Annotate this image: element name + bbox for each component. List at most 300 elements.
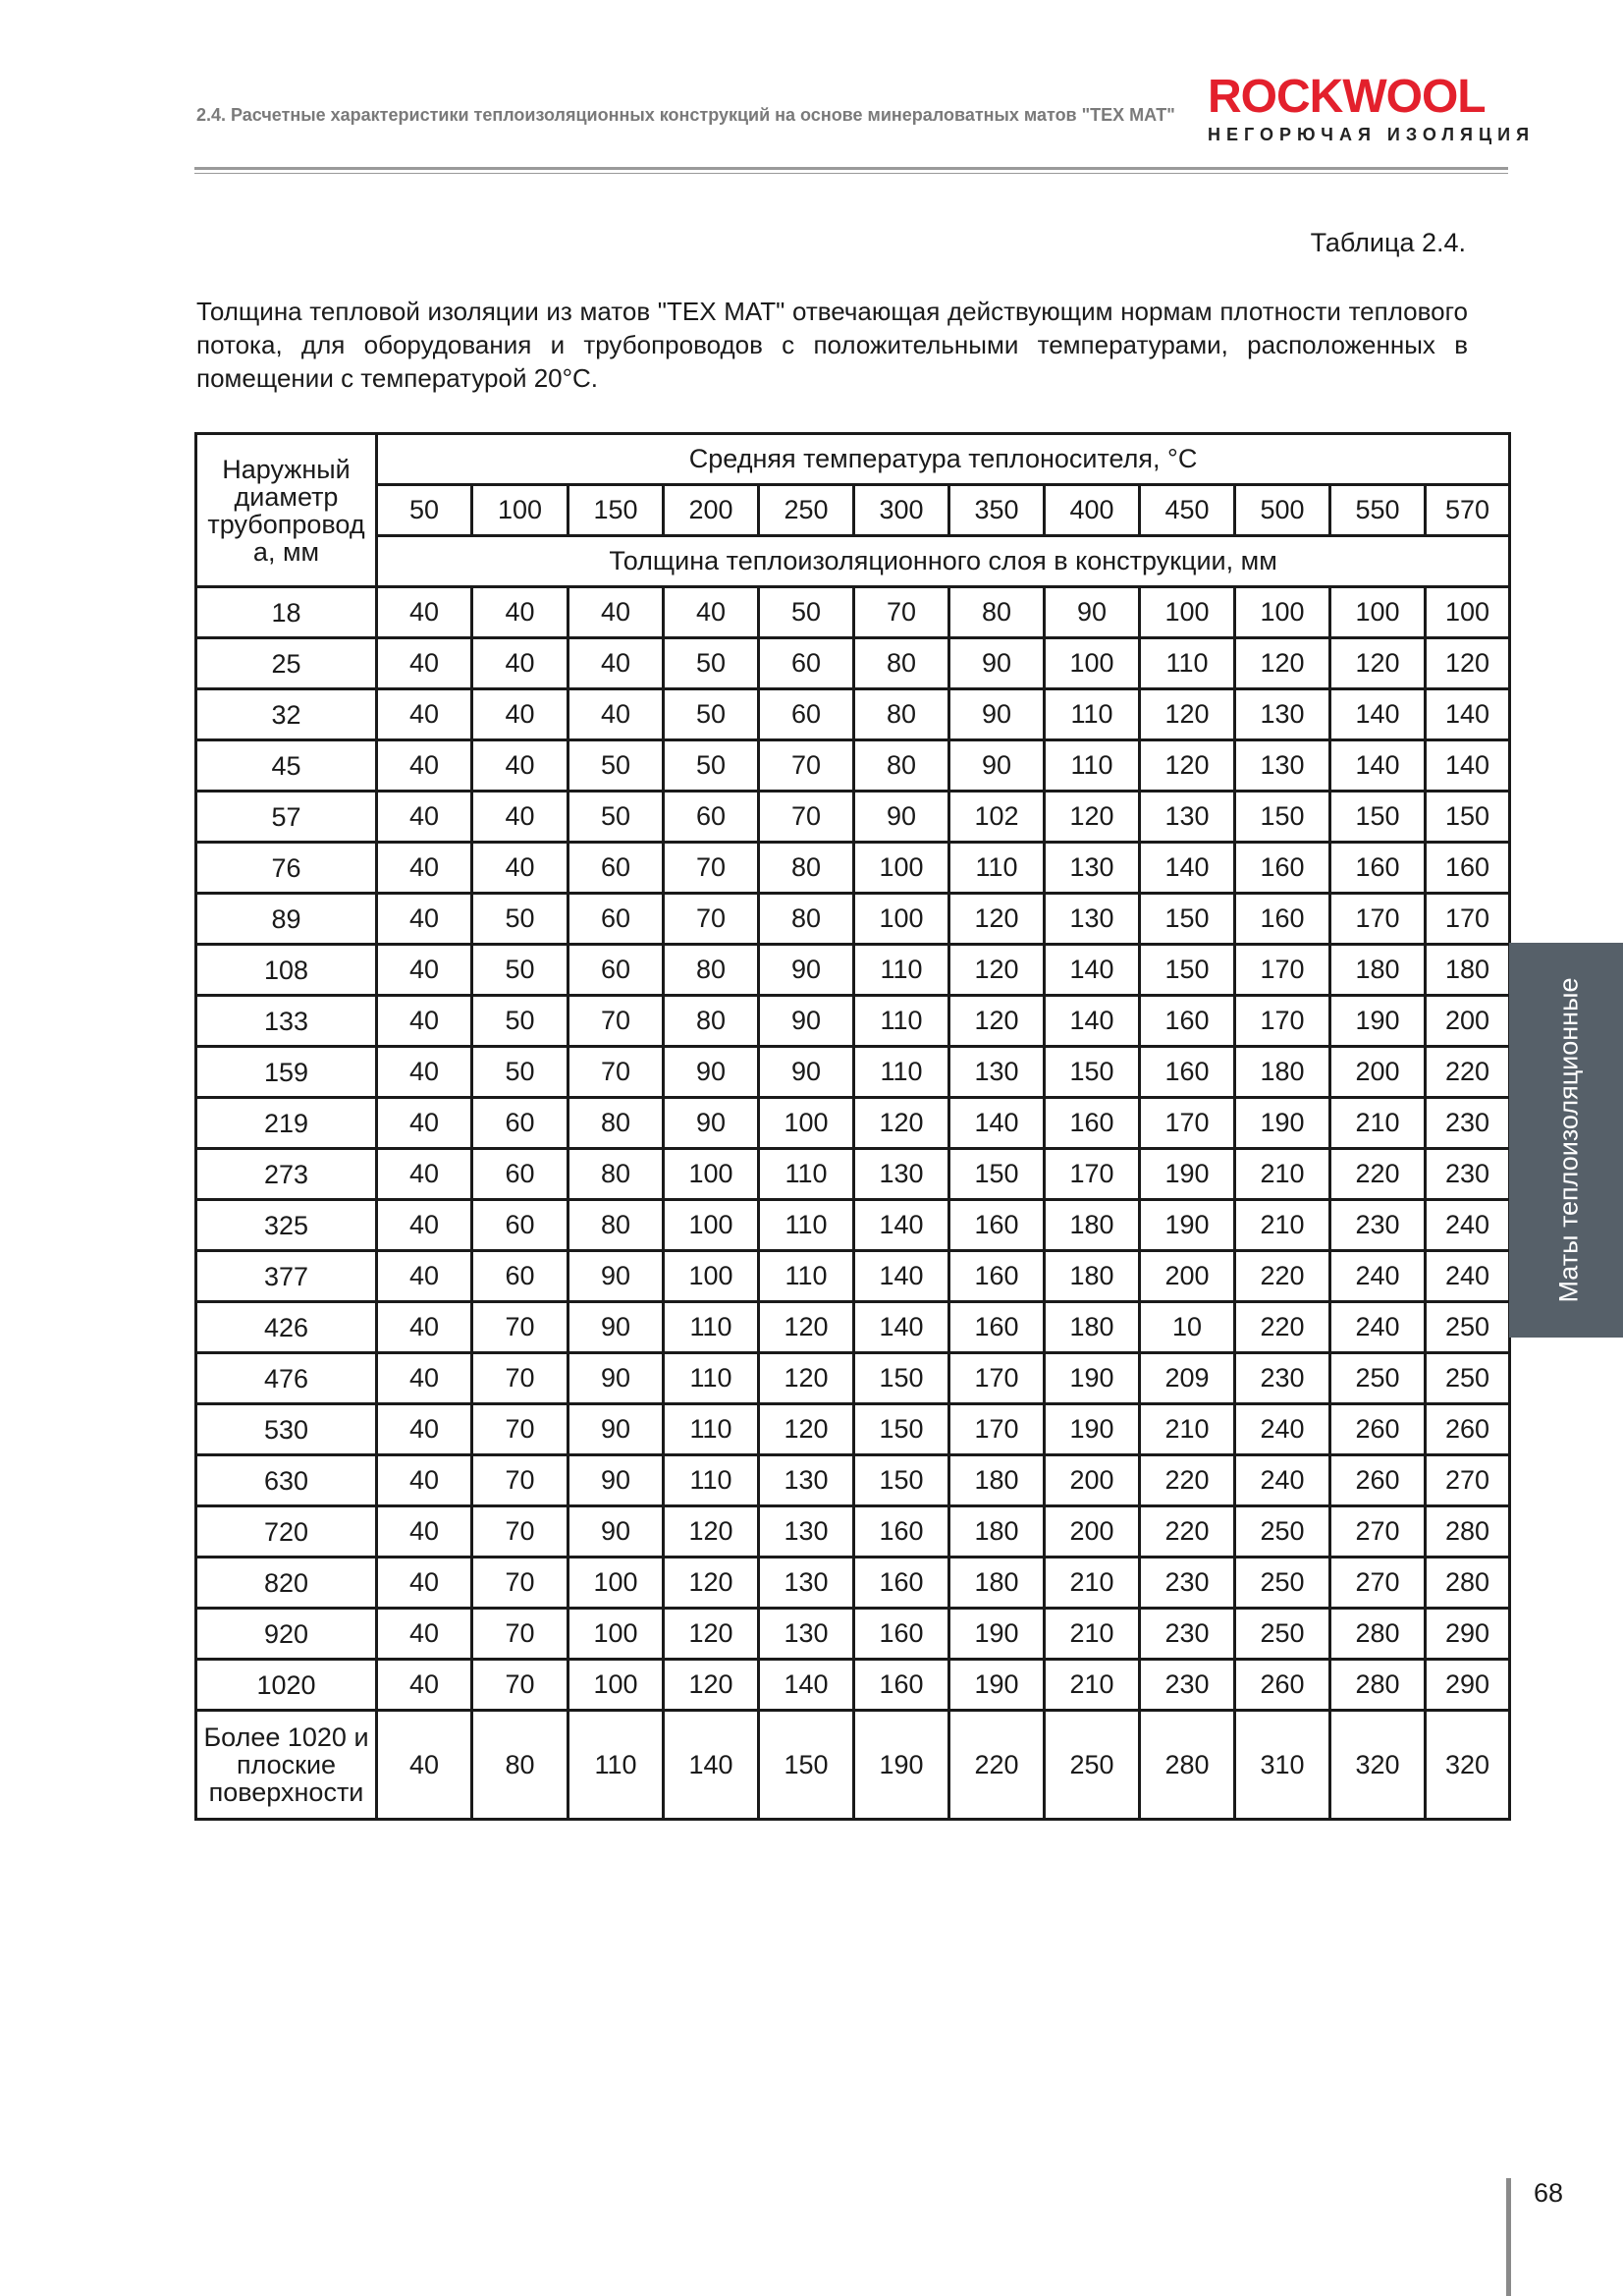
thickness-cell: 170 xyxy=(1330,894,1426,945)
thickness-cell: 80 xyxy=(568,1149,664,1200)
thickness-cell: 250 xyxy=(1235,1609,1330,1660)
thickness-cell: 160 xyxy=(854,1660,949,1711)
table-row xyxy=(196,740,1510,792)
thickness-cell: 110 xyxy=(664,1302,759,1353)
table-row xyxy=(196,1200,1510,1251)
diameter-cell: 377 xyxy=(196,1251,377,1302)
thickness-cell: 80 xyxy=(854,740,949,792)
thickness-cell: 120 xyxy=(1140,740,1235,792)
thickness-cell: 80 xyxy=(664,996,759,1047)
thickness-cell: 150 xyxy=(1235,792,1330,843)
thickness-cell: 120 xyxy=(949,945,1045,996)
thickness-cell: 280 xyxy=(1426,1506,1510,1558)
thickness-cell: 200 xyxy=(1426,996,1510,1047)
thickness-cell: 130 xyxy=(1140,792,1235,843)
thickness-cell: 90 xyxy=(664,1098,759,1149)
thickness-cell: 220 xyxy=(1235,1251,1330,1302)
diameter-cell: 530 xyxy=(196,1404,377,1455)
page-number-bar xyxy=(1506,2178,1511,2296)
thickness-cell: 160 xyxy=(1330,843,1426,894)
thickness-cell: 50 xyxy=(568,740,664,792)
thickness-cell: 130 xyxy=(1235,740,1330,792)
thickness-cell: 140 xyxy=(1330,689,1426,740)
thickness-cell: 60 xyxy=(664,792,759,843)
thickness-cell: 40 xyxy=(377,1251,472,1302)
thickness-cell: 40 xyxy=(377,1404,472,1455)
thickness-cell: 40 xyxy=(472,638,568,689)
thickness-cell: 80 xyxy=(664,945,759,996)
thickness-cell: 140 xyxy=(854,1200,949,1251)
thickness-cell: 60 xyxy=(472,1098,568,1149)
thickness-cell: 130 xyxy=(1045,894,1140,945)
thickness-cell: 260 xyxy=(1330,1404,1426,1455)
thickness-cell: 210 xyxy=(1045,1660,1140,1711)
thickness-cell: 210 xyxy=(1140,1404,1235,1455)
thickness-cell: 70 xyxy=(472,1558,568,1609)
thickness-cell: 200 xyxy=(1140,1251,1235,1302)
thickness-cell: 90 xyxy=(854,792,949,843)
thickness-cell: 40 xyxy=(377,587,472,638)
thickness-cell: 270 xyxy=(1330,1506,1426,1558)
thickness-cell: 100 xyxy=(568,1558,664,1609)
thickness-cell: 70 xyxy=(568,1047,664,1098)
thickness-cell: 280 xyxy=(1330,1660,1426,1711)
thickness-cell: 90 xyxy=(568,1251,664,1302)
side-tab-label: Маты теплоизоляционные xyxy=(1553,977,1584,1303)
thickness-cell: 210 xyxy=(1045,1558,1140,1609)
header-rule-thick xyxy=(194,167,1508,170)
thickness-cell: 50 xyxy=(472,996,568,1047)
thickness-cell: 90 xyxy=(568,1455,664,1506)
thickness-cell: 220 xyxy=(1140,1506,1235,1558)
thickness-cell: 290 xyxy=(1426,1660,1510,1711)
thickness-cell: 70 xyxy=(664,894,759,945)
thickness-cell: 230 xyxy=(1140,1609,1235,1660)
table-label: Таблица 2.4. xyxy=(1310,228,1466,257)
thickness-cell: 60 xyxy=(472,1251,568,1302)
temperature-header-cell: 150 xyxy=(568,485,664,536)
thickness-cell: 50 xyxy=(664,638,759,689)
thickness-cell: 210 xyxy=(1235,1200,1330,1251)
thickness-cell: 110 xyxy=(949,843,1045,894)
section-title: 2.4. Расчетные характеристики теплоизоляционных конструкций на основе минераловатных матов "ТЕХ МАТ" xyxy=(196,105,1175,125)
thickness-cell: 40 xyxy=(377,1098,472,1149)
thickness-cell: 120 xyxy=(759,1302,854,1353)
thickness-cell: 40 xyxy=(568,689,664,740)
thickness-cell: 120 xyxy=(1235,638,1330,689)
temperature-row xyxy=(196,485,1510,536)
table-row xyxy=(196,1609,1510,1660)
thickness-cell: 110 xyxy=(664,1455,759,1506)
thickness-cell: 100 xyxy=(1426,587,1510,638)
thickness-cell: 50 xyxy=(472,945,568,996)
thickness-cell: 110 xyxy=(1140,638,1235,689)
diameter-cell: 325 xyxy=(196,1200,377,1251)
thickness-cell: 120 xyxy=(1426,638,1510,689)
thickness-cell: 250 xyxy=(1045,1711,1140,1820)
thickness-cell: 10 xyxy=(1140,1302,1235,1353)
thickness-cell: 90 xyxy=(568,1353,664,1404)
table-row xyxy=(196,945,1510,996)
thickness-cell: 160 xyxy=(1045,1098,1140,1149)
thickness-cell: 40 xyxy=(472,689,568,740)
thickness-cell: 40 xyxy=(472,843,568,894)
thickness-cell: 50 xyxy=(472,894,568,945)
thickness-cell: 150 xyxy=(854,1455,949,1506)
thickness-cell: 110 xyxy=(568,1711,664,1820)
thickness-cell: 250 xyxy=(1426,1302,1510,1353)
diameter-cell: 426 xyxy=(196,1302,377,1353)
thickness-cell: 120 xyxy=(664,1506,759,1558)
thickness-cell: 260 xyxy=(1235,1660,1330,1711)
thickness-cell: 70 xyxy=(759,740,854,792)
thickness-cell: 150 xyxy=(949,1149,1045,1200)
thickness-cell: 230 xyxy=(1426,1149,1510,1200)
thickness-cell: 70 xyxy=(472,1609,568,1660)
thickness-cell: 190 xyxy=(1140,1200,1235,1251)
thickness-cell: 270 xyxy=(1426,1455,1510,1506)
table-row xyxy=(196,1711,1510,1820)
temperature-header-cell: 400 xyxy=(1045,485,1140,536)
thickness-cell: 110 xyxy=(854,996,949,1047)
thickness-cell: 70 xyxy=(472,1353,568,1404)
thickness-cell: 190 xyxy=(949,1609,1045,1660)
thickness-cell: 90 xyxy=(949,638,1045,689)
thickness-cell: 160 xyxy=(949,1200,1045,1251)
thickness-cell: 40 xyxy=(377,1455,472,1506)
thickness-cell: 80 xyxy=(759,843,854,894)
thickness-cell: 110 xyxy=(759,1149,854,1200)
thickness-cell: 240 xyxy=(1426,1251,1510,1302)
thickness-cell: 160 xyxy=(949,1251,1045,1302)
thickness-cell: 40 xyxy=(377,1353,472,1404)
thickness-cell: 100 xyxy=(568,1660,664,1711)
table-row xyxy=(196,1455,1510,1506)
thickness-cell: 120 xyxy=(1045,792,1140,843)
thickness-cell: 170 xyxy=(1140,1098,1235,1149)
thickness-cell: 100 xyxy=(664,1200,759,1251)
thickness-cell: 60 xyxy=(568,945,664,996)
thickness-cell: 70 xyxy=(472,1404,568,1455)
thickness-cell: 160 xyxy=(1426,843,1510,894)
thickness-cell: 150 xyxy=(1330,792,1426,843)
thickness-cell: 240 xyxy=(1235,1455,1330,1506)
thickness-cell: 230 xyxy=(1330,1200,1426,1251)
temperature-header-cell: 200 xyxy=(664,485,759,536)
table-row xyxy=(196,689,1510,740)
intro-paragraph: Толщина тепловой изоляции из матов "ТЕХ МАТ" отвечающая действующим нормам плотности теплового потока, для оборудования и трубопроводов с положительными температурами, расположенных в помещении с температурой 20°С. xyxy=(196,297,1468,393)
thickness-cell: 170 xyxy=(949,1404,1045,1455)
thickness-cell: 230 xyxy=(1140,1660,1235,1711)
thickness-cell: 40 xyxy=(377,945,472,996)
thickness-cell: 60 xyxy=(759,689,854,740)
thickness-cell: 150 xyxy=(1140,945,1235,996)
temperature-header-cell: 250 xyxy=(759,485,854,536)
thickness-cell: 180 xyxy=(1330,945,1426,996)
thickness-cell: 90 xyxy=(949,740,1045,792)
diameter-cell: 18 xyxy=(196,587,377,638)
thickness-cell: 220 xyxy=(1140,1455,1235,1506)
thickness-cell: 140 xyxy=(854,1251,949,1302)
thickness-cell: 160 xyxy=(949,1302,1045,1353)
thickness-cell: 70 xyxy=(568,996,664,1047)
thickness-cell: 150 xyxy=(854,1353,949,1404)
thickness-cell: 40 xyxy=(377,843,472,894)
thickness-cell: 40 xyxy=(377,1506,472,1558)
thickness-cell: 290 xyxy=(1426,1609,1510,1660)
thickness-cell: 160 xyxy=(854,1558,949,1609)
thickness-cell: 40 xyxy=(568,638,664,689)
thickness-cell: 120 xyxy=(664,1558,759,1609)
thickness-cell: 220 xyxy=(1426,1047,1510,1098)
thickness-cell: 60 xyxy=(472,1149,568,1200)
thickness-cell: 130 xyxy=(1045,843,1140,894)
diameter-cell: 273 xyxy=(196,1149,377,1200)
temperature-header-cell: 100 xyxy=(472,485,568,536)
thickness-cell: 180 xyxy=(1235,1047,1330,1098)
thickness-cell: 90 xyxy=(568,1506,664,1558)
thickness-cell: 210 xyxy=(1235,1149,1330,1200)
thickness-cell: 240 xyxy=(1330,1251,1426,1302)
thickness-cell: 190 xyxy=(1045,1404,1140,1455)
diameter-cell: 920 xyxy=(196,1609,377,1660)
thickness-cell: 60 xyxy=(568,843,664,894)
diameter-cell: 45 xyxy=(196,740,377,792)
thickness-cell: 160 xyxy=(1235,894,1330,945)
thickness-cell: 130 xyxy=(1235,689,1330,740)
thickness-cell: 150 xyxy=(759,1711,854,1820)
insulation-thickness-table xyxy=(194,432,1511,1821)
thickness-cell: 90 xyxy=(759,1047,854,1098)
diameter-cell: 76 xyxy=(196,843,377,894)
thickness-cell: 40 xyxy=(377,1609,472,1660)
thickness-cell: 70 xyxy=(472,1302,568,1353)
thickness-cell: 320 xyxy=(1426,1711,1510,1820)
thickness-cell: 180 xyxy=(949,1558,1045,1609)
thickness-cell: 150 xyxy=(854,1404,949,1455)
thickness-cell: 110 xyxy=(1045,740,1140,792)
thickness-cell: 130 xyxy=(949,1047,1045,1098)
thickness-cell: 230 xyxy=(1426,1098,1510,1149)
thickness-cell: 180 xyxy=(1426,945,1510,996)
thickness-cell: 100 xyxy=(759,1098,854,1149)
thickness-cell: 40 xyxy=(377,740,472,792)
thickness-cell: 40 xyxy=(377,894,472,945)
thickness-cell: 120 xyxy=(949,996,1045,1047)
diameter-cell: 108 xyxy=(196,945,377,996)
table-row xyxy=(196,894,1510,945)
logo-tagline: НЕГОРЮЧАЯ ИЗОЛЯЦИЯ xyxy=(1208,125,1536,144)
table-row xyxy=(196,1149,1510,1200)
thickness-cell: 40 xyxy=(377,1558,472,1609)
thickness-cell: 150 xyxy=(1045,1047,1140,1098)
thickness-cell: 120 xyxy=(949,894,1045,945)
thickness-cell: 180 xyxy=(1045,1251,1140,1302)
thickness-cell: 180 xyxy=(949,1506,1045,1558)
thickness-cell: 250 xyxy=(1235,1558,1330,1609)
diameter-cell: 32 xyxy=(196,689,377,740)
thickness-cell: 110 xyxy=(759,1200,854,1251)
thickness-cell: 210 xyxy=(1045,1609,1140,1660)
table-row xyxy=(196,1353,1510,1404)
thickness-cell: 240 xyxy=(1235,1404,1330,1455)
thickness-cell: 80 xyxy=(854,638,949,689)
thickness-cell: 40 xyxy=(568,587,664,638)
thickness-cell: 220 xyxy=(949,1711,1045,1820)
temperature-group-header: Средняя температура теплоносителя, °С xyxy=(377,434,1510,485)
thickness-cell: 100 xyxy=(854,843,949,894)
table-row xyxy=(196,1404,1510,1455)
table-row xyxy=(196,996,1510,1047)
thickness-cell: 220 xyxy=(1235,1302,1330,1353)
thickness-cell: 140 xyxy=(1045,996,1140,1047)
thickness-cell: 50 xyxy=(472,1047,568,1098)
thickness-cell: 140 xyxy=(759,1660,854,1711)
diameter-cell: 820 xyxy=(196,1558,377,1609)
table-row xyxy=(196,792,1510,843)
temperature-header-cell: 450 xyxy=(1140,485,1235,536)
thickness-cell: 40 xyxy=(377,1711,472,1820)
table-row xyxy=(196,1506,1510,1558)
thickness-cell: 70 xyxy=(759,792,854,843)
temperature-header-cell: 500 xyxy=(1235,485,1330,536)
thickness-cell: 40 xyxy=(377,1149,472,1200)
thickness-cell: 40 xyxy=(472,792,568,843)
thickness-cell: 110 xyxy=(854,945,949,996)
thickness-cell: 240 xyxy=(1426,1200,1510,1251)
thickness-cell: 310 xyxy=(1235,1711,1330,1820)
thickness-cell: 50 xyxy=(664,689,759,740)
thickness-cell: 140 xyxy=(664,1711,759,1820)
thickness-cell: 160 xyxy=(854,1609,949,1660)
thickness-cell: 260 xyxy=(1330,1455,1426,1506)
diameter-column-header: Наружный диаметр трубопровод а, мм xyxy=(196,434,377,587)
thickness-cell: 209 xyxy=(1140,1353,1235,1404)
rockwool-logo xyxy=(1208,71,1536,145)
thickness-cell: 60 xyxy=(759,638,854,689)
thickness-cell: 80 xyxy=(568,1200,664,1251)
thickness-cell: 130 xyxy=(759,1506,854,1558)
thickness-cell: 70 xyxy=(854,587,949,638)
table-row xyxy=(196,587,1510,638)
thickness-cell: 90 xyxy=(949,689,1045,740)
thickness-cell: 150 xyxy=(1426,792,1510,843)
thickness-cell: 170 xyxy=(1235,996,1330,1047)
thickness-cell: 40 xyxy=(377,792,472,843)
thickness-cell: 102 xyxy=(949,792,1045,843)
thickness-cell: 120 xyxy=(759,1353,854,1404)
thickness-cell: 160 xyxy=(1140,996,1235,1047)
thickness-cell: 80 xyxy=(854,689,949,740)
table-body xyxy=(196,587,1510,1820)
thickness-cell: 200 xyxy=(1330,1047,1426,1098)
thickness-cell: 280 xyxy=(1140,1711,1235,1820)
thickness-cell: 140 xyxy=(854,1302,949,1353)
table-row xyxy=(196,1302,1510,1353)
thickness-cell: 100 xyxy=(664,1251,759,1302)
thickness-cell: 260 xyxy=(1426,1404,1510,1455)
thickness-cell: 80 xyxy=(472,1711,568,1820)
table-row xyxy=(196,1047,1510,1098)
thickness-cell: 170 xyxy=(1235,945,1330,996)
thickness-cell: 250 xyxy=(1426,1353,1510,1404)
thickness-cell: 90 xyxy=(664,1047,759,1098)
diameter-cell: 476 xyxy=(196,1353,377,1404)
thickness-cell: 250 xyxy=(1235,1506,1330,1558)
thickness-cell: 160 xyxy=(1235,843,1330,894)
thickness-cell: 170 xyxy=(1045,1149,1140,1200)
thickness-cell: 90 xyxy=(759,945,854,996)
thickness-cell: 200 xyxy=(1045,1506,1140,1558)
thickness-cell: 120 xyxy=(854,1098,949,1149)
thickness-cell: 120 xyxy=(1330,638,1426,689)
diameter-cell: 219 xyxy=(196,1098,377,1149)
thickness-cell: 240 xyxy=(1330,1302,1426,1353)
thickness-cell: 160 xyxy=(1140,1047,1235,1098)
header-rule-thin xyxy=(194,173,1508,174)
thickness-cell: 60 xyxy=(568,894,664,945)
thickness-cell: 140 xyxy=(949,1098,1045,1149)
thickness-cell: 120 xyxy=(664,1609,759,1660)
thickness-cell: 100 xyxy=(854,894,949,945)
thickness-cell: 190 xyxy=(1330,996,1426,1047)
thickness-cell: 80 xyxy=(949,587,1045,638)
thickness-cell: 40 xyxy=(377,1047,472,1098)
thickness-cell: 130 xyxy=(759,1455,854,1506)
thickness-cell: 130 xyxy=(759,1558,854,1609)
thickness-cell: 80 xyxy=(759,894,854,945)
thickness-cell: 130 xyxy=(759,1609,854,1660)
thickness-group-header: Толщина теплоизоляционного слоя в конструкции, мм xyxy=(377,536,1510,587)
diameter-cell: 1020 xyxy=(196,1660,377,1711)
thickness-cell: 80 xyxy=(568,1098,664,1149)
thickness-cell: 120 xyxy=(664,1660,759,1711)
diameter-cell: 133 xyxy=(196,996,377,1047)
thickness-cell: 250 xyxy=(1330,1353,1426,1404)
thickness-cell: 160 xyxy=(854,1506,949,1558)
thickness-cell: 270 xyxy=(1330,1558,1426,1609)
thickness-cell: 60 xyxy=(472,1200,568,1251)
thickness-cell: 70 xyxy=(664,843,759,894)
temperature-header-cell: 570 xyxy=(1426,485,1510,536)
thickness-cell: 90 xyxy=(759,996,854,1047)
thickness-cell: 180 xyxy=(949,1455,1045,1506)
thickness-cell: 230 xyxy=(1140,1558,1235,1609)
thickness-cell: 170 xyxy=(1426,894,1510,945)
table-row xyxy=(196,1660,1510,1711)
thickness-cell: 40 xyxy=(472,740,568,792)
thickness-cell: 40 xyxy=(472,587,568,638)
thickness-cell: 280 xyxy=(1330,1609,1426,1660)
thickness-cell: 90 xyxy=(1045,587,1140,638)
diameter-cell: 57 xyxy=(196,792,377,843)
thickness-cell: 100 xyxy=(1330,587,1426,638)
thickness-cell: 140 xyxy=(1140,843,1235,894)
thickness-cell: 40 xyxy=(377,638,472,689)
thickness-cell: 110 xyxy=(1045,689,1140,740)
diameter-cell: Более 1020 и плоские поверхности xyxy=(196,1711,377,1820)
thickness-cell: 90 xyxy=(568,1302,664,1353)
thickness-cell: 190 xyxy=(1045,1353,1140,1404)
thickness-cell: 100 xyxy=(664,1149,759,1200)
thickness-cell: 90 xyxy=(568,1404,664,1455)
table-row xyxy=(196,1251,1510,1302)
temperature-header-cell: 550 xyxy=(1330,485,1426,536)
thickness-cell: 40 xyxy=(377,689,472,740)
thickness-cell: 180 xyxy=(1045,1200,1140,1251)
thickness-cell: 140 xyxy=(1426,689,1510,740)
thickness-cell: 150 xyxy=(1140,894,1235,945)
